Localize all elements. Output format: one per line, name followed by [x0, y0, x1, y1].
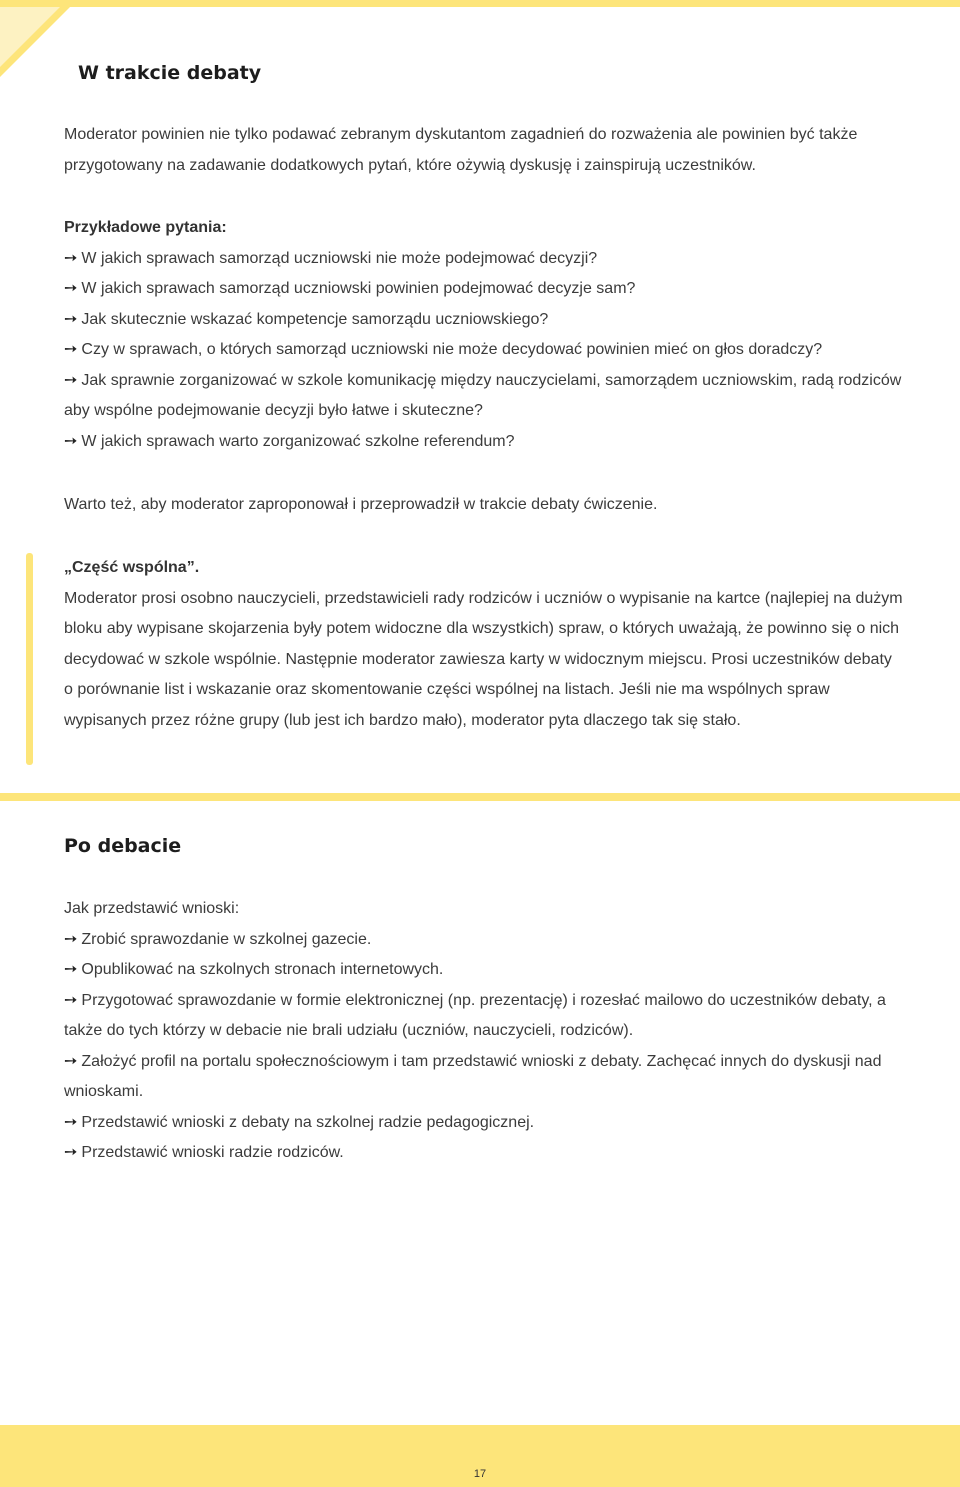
page-corner-fold-inner	[0, 7, 60, 67]
conclusions-intro: Jak przedstawić wnioski:	[64, 900, 240, 917]
list-item: ➙ Zrobić sprawozdanie w szkolnej gazecie.	[64, 930, 372, 948]
list-item: ➙ Założyć profil na portalu społecznościowym i tam przedstawić wnioski z debaty. Zachęcać innych do dyskusji nad wnioskami.	[64, 1052, 882, 1100]
exercise-text: Moderator prosi osobno nauczycieli, przedstawicieli rady rodziców i uczniów o wypisanie na kartce (najlepiej na dużym bloku aby wypisane skojarzenia były potem widoczne dla wszystkich) spraw, o których uważają, że powinno się o nich decydować w szkole wspólnie. Następnie moderator zawiesza karty w widocznym miejscu. Prosi uczestników debaty o porównanie list i wskazanie oraz skomentowanie części wspólnej na listach. Jeśli nie ma wspólnych spraw wypisanych przez różne grupy (lub jest ich bardzo mało), moderator pyta dlaczego tak się stało.	[64, 589, 903, 729]
arrow-icon: ➙	[64, 280, 78, 297]
arrow-icon: ➙	[64, 310, 78, 328]
arrow-icon: ➙	[64, 1144, 78, 1161]
list-item: ➙ W jakich sprawach samorząd uczniowski powinien podejmować decyzje sam?	[64, 280, 636, 297]
arrow-icon: ➙	[64, 930, 78, 948]
list-item: ➙ W jakich sprawach samorząd uczniowski nie może podejmować decyzji?	[64, 249, 598, 267]
arrow-icon: ➙	[64, 961, 78, 978]
arrow-icon: ➙	[64, 991, 78, 1009]
page-number: 17	[473, 1468, 487, 1480]
list-item: ➙ Czy w sprawach, o których samorząd uczniowski nie może decydować powinien mieć on głos doradczy?	[64, 341, 823, 358]
arrow-icon: ➙	[64, 432, 78, 450]
section-title-during-debate: W trakcie debaty	[78, 62, 262, 84]
list-item: ➙ Jak sprawnie zorganizować w szkole komunikację między nauczycielami, samorządem uczniowskim, radą rodziców aby wspólne podejmowanie decyzji było łatwe i skuteczne?	[64, 371, 902, 419]
exercise-title: „Część wspólna”.	[64, 559, 200, 576]
arrow-icon: ➙	[64, 1113, 78, 1131]
conclusions-list	[64, 894, 904, 1169]
list-item: ➙ Przygotować sprawozdanie w formie elektronicznej (np. prezentację) i rozesłać mailowo do uczestników debaty, a także do tych którzy w debacie nie brali udziału (uczniów, nauczycieli, rodziców).	[64, 991, 886, 1039]
intro-paragraph: Moderator powinien nie tylko podawać zebranym dyskutantom zagadnień do rozważenia ale powinien być także przygotowany na zadawanie dodatkowych pytań, które ożywią dyskusję i zainspirują uczestników.	[64, 126, 858, 174]
exercise-box	[64, 553, 904, 736]
section-during-debate	[0, 7, 960, 793]
exercise-accent-bar	[26, 553, 33, 765]
list-item: ➙ Opublikować na szkolnych stronach internetowych.	[64, 961, 444, 978]
questions-heading: Przykładowe pytania:	[64, 219, 227, 236]
list-item: ➙ Jak skutecznie wskazać kompetencje samorządu uczniowskiego?	[64, 310, 549, 328]
arrow-icon: ➙	[64, 341, 78, 358]
list-item: ➙ Przedstawić wnioski z debaty na szkolnej radzie pedagogicznej.	[64, 1113, 535, 1131]
exercise-note: Warto też, aby moderator zaproponował i przeprowadził w trakcie debaty ćwiczenie.	[64, 496, 658, 513]
list-item: ➙ Przedstawić wnioski radzie rodziców.	[64, 1144, 344, 1161]
list-item: ➙ W jakich sprawach warto zorganizować szkolne referendum?	[64, 432, 515, 450]
arrow-icon: ➙	[64, 371, 78, 389]
section-after-debate	[0, 801, 960, 1425]
arrow-icon: ➙	[64, 249, 78, 267]
questions-list	[64, 213, 904, 457]
section-title-after-debate: Po debacie	[64, 835, 182, 857]
arrow-icon: ➙	[64, 1052, 78, 1070]
